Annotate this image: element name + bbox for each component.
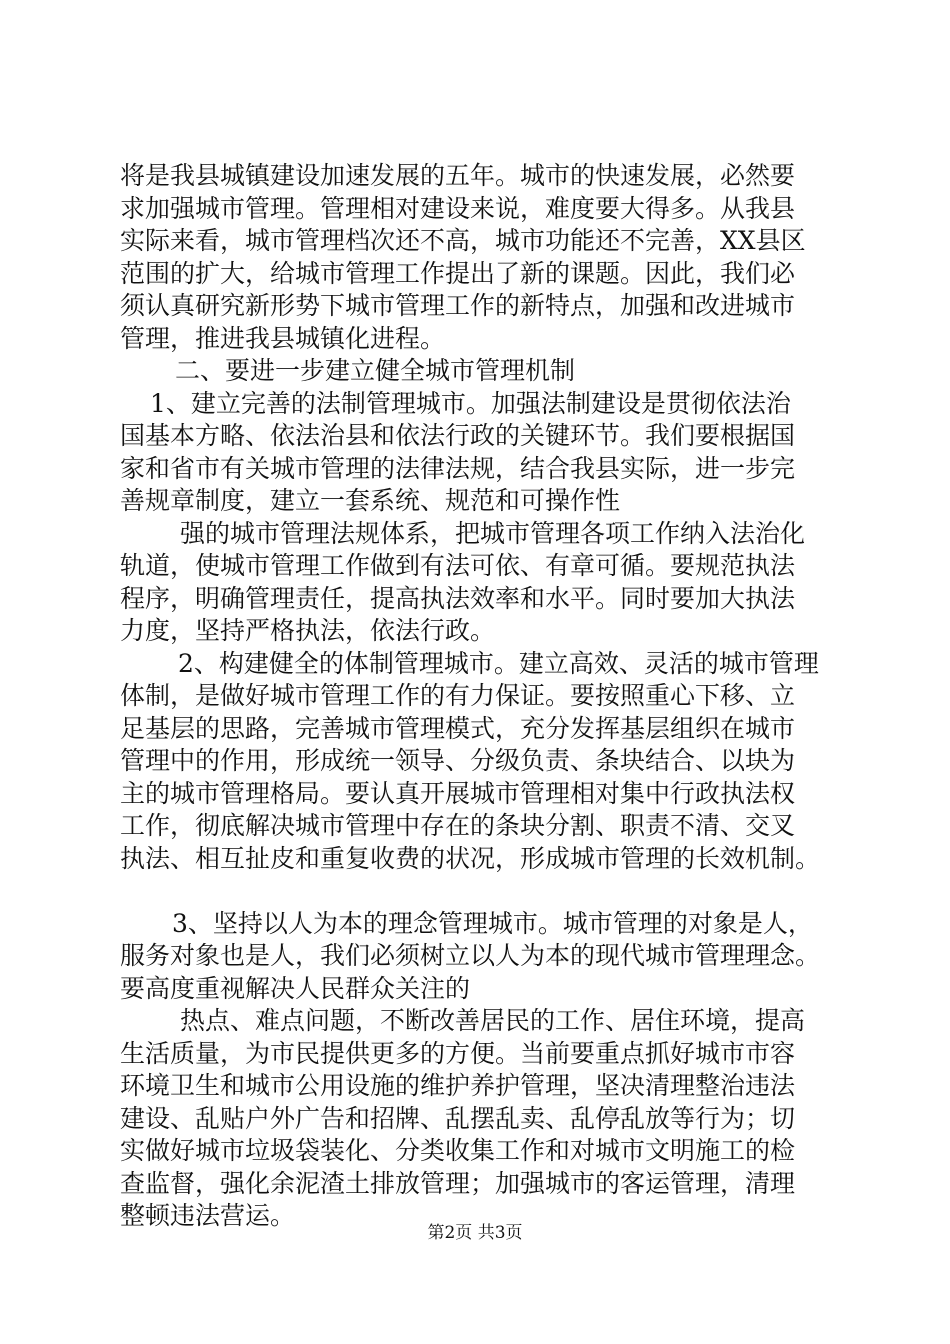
body-line: 管理，推进我县城镇化进程。 <box>120 323 446 353</box>
body-line: 体制，是做好城市管理工作的有力保证。要按照重心下移、立 <box>120 681 796 710</box>
body-line: 执法、相互扯皮和重复收费的状况，形成城市管理的长效机制。 <box>120 843 821 873</box>
document-body <box>120 160 840 1233</box>
body-line: 强的城市管理法规体系，把城市管理各项工作纳入法治化 <box>180 518 806 548</box>
body-line: 1、建立完善的法制管理城市。加强法制建设是贯彻依法治 <box>150 388 791 418</box>
body-line: 热点、难点问题，不断改善居民的工作、居住环境，提高 <box>180 1006 806 1035</box>
body-line: 求加强城市管理。管理相对建设来说，难度要大得多。从我县 <box>120 193 796 223</box>
body-line: 整顿违法营运。 <box>120 1201 296 1230</box>
body-line: 将是我县城镇建设加速发展的五年。城市的快速发展，必然要 <box>120 161 796 190</box>
body-line: 环境卫生和城市公用设施的维护养护管理，坚决清理整治违法 <box>120 1071 796 1100</box>
body-line: 轨道，使城市管理工作做到有法可依、有章可循。要规范执法 <box>120 551 796 580</box>
body-line: 建设、乱贴户外广告和招牌、乱摆乱卖、乱停乱放等行为；切 <box>120 1103 796 1133</box>
body-line: 家和省市有关城市管理的法律法规，结合我县实际，进一步完 <box>120 453 796 483</box>
body-line: 2、构建健全的体制管理城市。建立高效、灵活的城市管理 <box>178 648 819 678</box>
body-line: 生活质量，为市民提供更多的方便。当前要重点抓好城市市容 <box>120 1038 796 1068</box>
body-line: 实际来看，城市管理档次还不高，城市功能还不完善，XX县区 <box>120 226 806 255</box>
body-line: 工作，彻底解决城市管理中存在的条块分割、职责不清、交叉 <box>120 811 796 840</box>
body-line: 须认真研究新形势下城市管理工作的新特点，加强和改进城市 <box>120 291 796 320</box>
page-footer <box>0 1218 950 1243</box>
body-line: 要高度重视解决人民群众关注的 <box>120 973 471 1003</box>
body-line: 范围的扩大，给城市管理工作提出了新的课题。因此，我们必 <box>120 258 796 288</box>
section-heading: 二、要进一步建立健全城市管理机制 <box>175 356 576 385</box>
body-line: 查监督，强化余泥渣土排放管理；加强城市的客运管理，清理 <box>120 1168 796 1198</box>
body-line: 力度，坚持严格执法，依法行政。 <box>120 616 496 645</box>
body-line: 实做好城市垃圾袋装化、分类收集工作和对城市文明施工的检 <box>120 1136 796 1165</box>
body-line: 足基层的思路，完善城市管理模式，充分发挥基层组织在城市 <box>120 713 796 743</box>
body-line: 程序，明确管理责任，提高执法效率和水平。同时要加大执法 <box>120 583 796 613</box>
body-line: 善规章制度，建立一套系统、规范和可操作性 <box>120 486 621 515</box>
body-line: 3、坚持以人为本的理念管理城市。城市管理的对象是人， <box>172 908 813 938</box>
body-line: 国基本方略、依法治县和依法行政的关键环节。我们要根据国 <box>120 421 796 450</box>
body-line: 主的城市管理格局。要认真开展城市管理相对集中行政执法权 <box>120 778 796 808</box>
page-number-label: 第2页 共3页 <box>427 1223 523 1243</box>
body-line: 管理中的作用，形成统一领导、分级负责、条块结合、以块为 <box>120 746 796 775</box>
paragraph-gap <box>120 875 840 908</box>
body-line: 服务对象也是人，我们必须树立以人为本的现代城市管理理念。 <box>120 941 821 970</box>
